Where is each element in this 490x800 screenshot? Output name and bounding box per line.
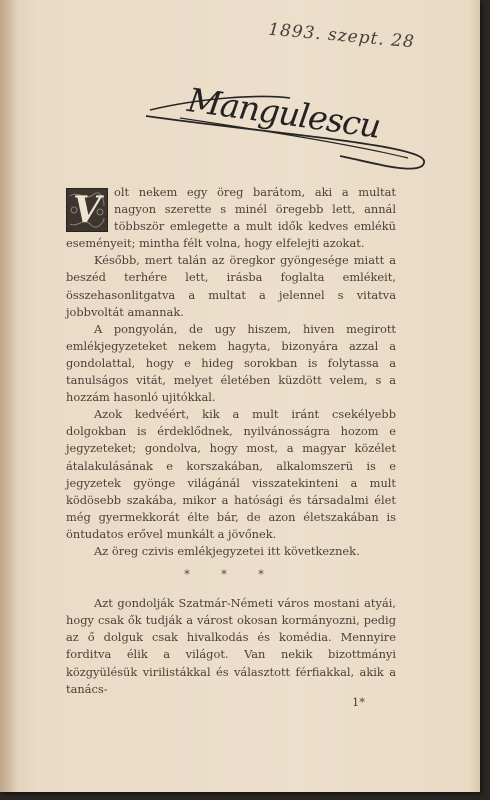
- article-body: [66, 184, 396, 698]
- paragraph-1: V olt nekem egy öreg barátom, aki a multat nagyon szerette s minél öregebb lett, annál többször emlegette a mult idők kedves emlékü eseményeit; mintha félt volna, hogy elfelejti azokat.: [66, 185, 396, 251]
- section-separator: * * *: [184, 568, 278, 582]
- page-number: 1*: [352, 695, 365, 709]
- paragraph-3: A pongyolán, de ugy hiszem, hiven megirott emlékjegyzeteket nekem hagyta, bizonyára azzal a gondolattal, hogy e hideg sorokban is folytassa a tanulságos vitát, melyet életében küzdött velem, s a hozzám hasonló ujitókkal.: [66, 321, 396, 405]
- page-gutter: [0, 0, 18, 792]
- paragraph-4: Azok kedvéért, kik a mult iránt csekélyebb dolgokban is érdeklődnek, nyilvánosságra hozom e jegyzeteket; gondolva, hogy most, a magyar közélet átalakulásának e korszakában, alkalomszerü is e jegyzetek gyönge világánál visszatekinteni a mult ködösebb szakába, mikor a hatósági és társadalmi élet még gyermekkorát élte bár, de azon életszakában is öntudatos erővel munkált a jövőnek.: [66, 407, 396, 541]
- handwritten-date: 1893. szept. 28: [267, 19, 416, 53]
- signature-name: Mangulescu: [185, 80, 383, 146]
- paragraph-6: Azt gondolják Szatmár-Németi város mostani atyái, hogy csak ők tudják a várost okosan kormányozni, pedig az ő dolguk csak hivalkodás és komédia. Mennyire forditva élik a világot. Van nekik bizottmányi közgyülésük virilistákkal és választott férfiakkal, akik a tanács-: [66, 596, 396, 696]
- decorative-initial: V: [66, 188, 108, 232]
- handwritten-signature: [140, 58, 440, 178]
- paragraph-5: Az öreg czivis emlékjegyzetei itt következnek.: [94, 543, 360, 558]
- paragraph-2: Később, mert talán az öregkor gyöngesége miatt a beszéd terhére lett, irásba foglalta emlékeit, összehasonlitgatva a multat a jelennel s vitatva jobbvoltát amannak.: [66, 253, 396, 319]
